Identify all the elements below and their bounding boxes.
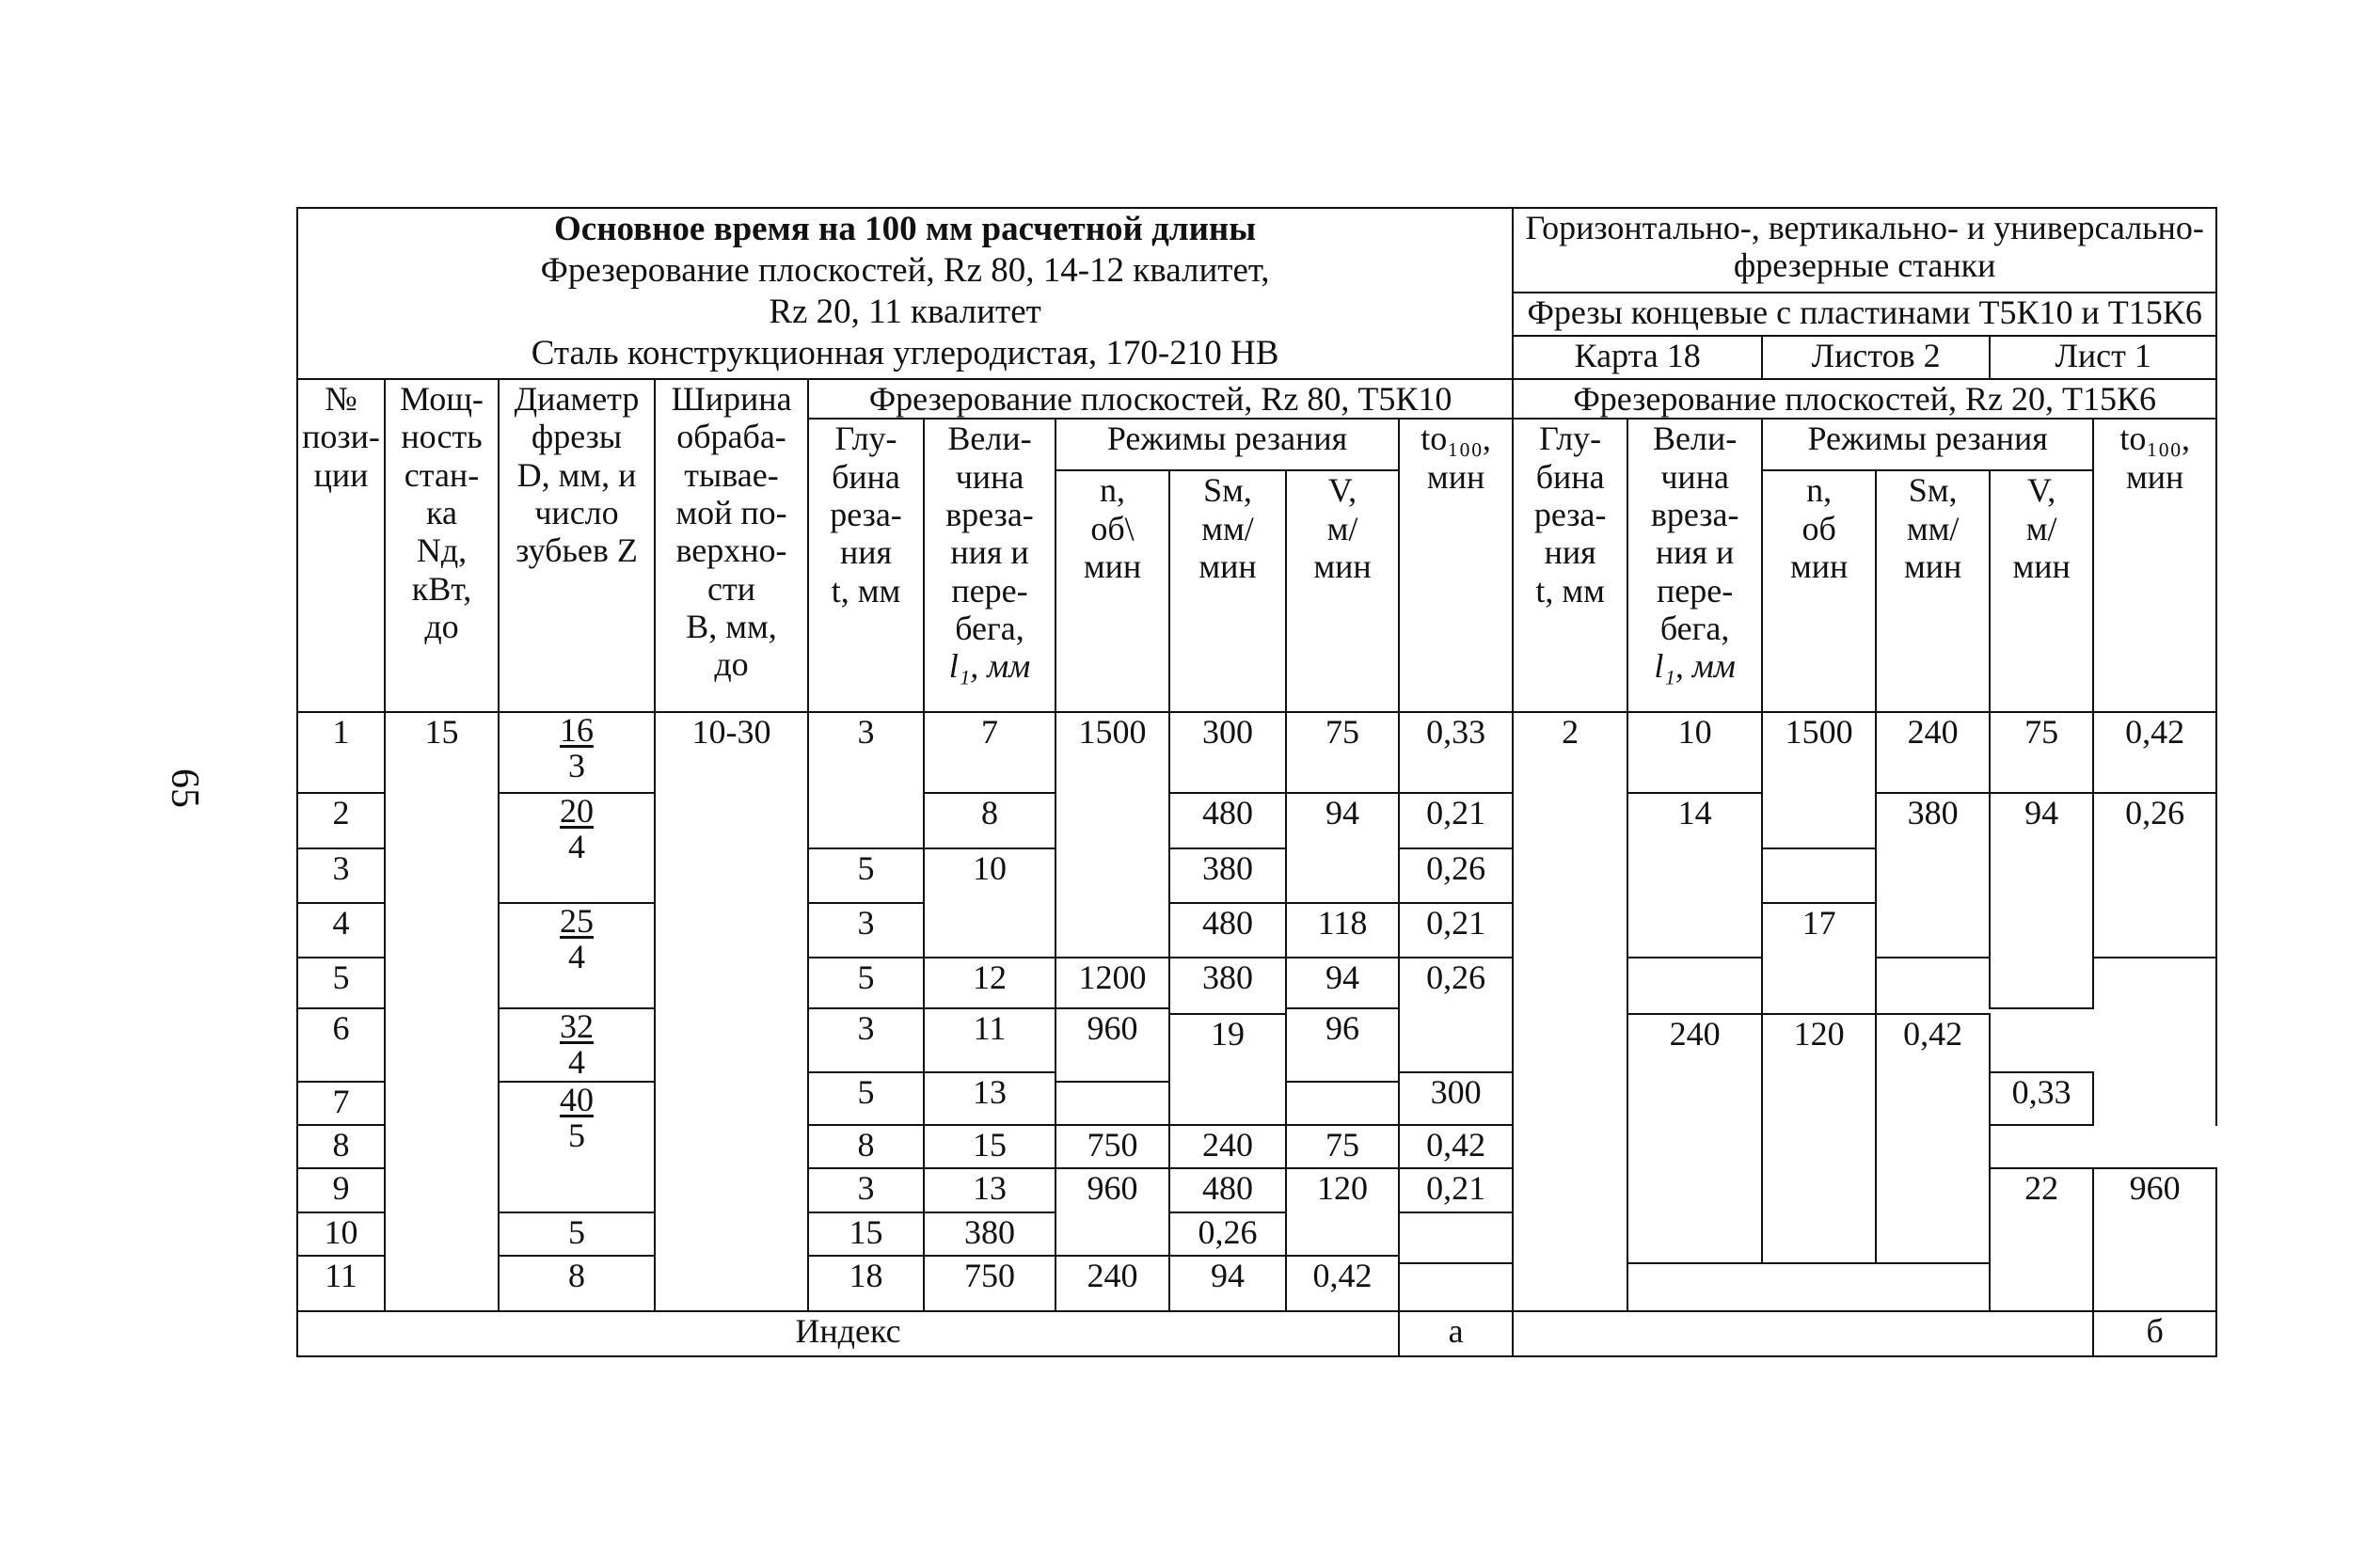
table-cell-b-sm: 380 xyxy=(1876,793,1990,958)
col-header-to-b: to₁₀₀, мин xyxy=(2093,419,2216,712)
table-cell-a-length: 18 xyxy=(808,1256,924,1311)
material-line: Сталь конструкционная углеродистая, 170-210 НВ xyxy=(531,334,1279,372)
table-cell-a-to: 0,21 xyxy=(1399,903,1513,958)
index-b: б xyxy=(2093,1311,2216,1356)
table-cell-pos: 9 xyxy=(297,1168,385,1212)
page-number: 65 xyxy=(163,768,206,808)
table-cell-b-length: 22 xyxy=(1990,1168,2093,1311)
table-cell-b-length: 17 xyxy=(1762,903,1876,1014)
table-cell-fraction: $\frac{20}{4}$ xyxy=(499,793,655,903)
table-cell-pos: 8 xyxy=(297,1125,385,1168)
table-cell-a-depth: 5 xyxy=(808,1072,924,1126)
table-cell-fraction: $\frac{25}{4}$ xyxy=(499,903,655,1008)
col-header-depth-b: Глу- бина реза- ния t, мм xyxy=(1513,419,1627,712)
table-cell-a-to: 0,21 xyxy=(1399,793,1513,848)
col-header-depth-a: Глу- бина реза- ния t, мм xyxy=(808,419,924,712)
table-cell-a-v: 94 xyxy=(1169,1256,1286,1311)
table-cell-pos: 10 xyxy=(297,1212,385,1256)
table-cell-b-length: 14 xyxy=(1627,793,1762,958)
table-title: Основное время на 100 мм расчетной длины xyxy=(554,210,1257,248)
card-number: Карта 18 xyxy=(1513,336,1762,379)
col-header-position: № пози- ции xyxy=(297,379,385,712)
machines-cell xyxy=(1513,208,2216,293)
table-cell-a-to: 0,26 xyxy=(1169,1212,1286,1256)
table-cell-a-n: 750 xyxy=(1056,1125,1169,1168)
table-cell-a-v: 96 xyxy=(1286,1008,1399,1082)
col-header-n-a: n, об\ мин xyxy=(1056,470,1169,712)
table-cell-a-sm: 480 xyxy=(1169,1168,1286,1212)
table-cell-a-length: 10 xyxy=(924,848,1056,958)
table-cell-a-sm: 480 xyxy=(1169,903,1286,958)
table-cell-a-n: 960 xyxy=(1056,1168,1169,1256)
table-subtitle-1: Фрезерование плоскостей, Rz 80, 14-12 квалитет, xyxy=(540,251,1270,290)
table-cell-a-depth: 3 xyxy=(808,903,924,958)
table-cell-b-sm: 240 xyxy=(1627,1014,1762,1263)
table-cell-b-to: 0,26 xyxy=(2093,793,2216,958)
table-cell-pos: 11 xyxy=(297,1256,385,1311)
table-cell-a-depth: 5 xyxy=(499,1212,655,1256)
table-cell-a-length: 7 xyxy=(924,712,1056,793)
col-header-to-a: to₁₀₀, мин xyxy=(1399,419,1513,712)
table-cell-a-length: 13 xyxy=(924,1168,1056,1212)
table-cell-a-length: 8 xyxy=(924,793,1056,848)
table-cell-b-to: 0,42 xyxy=(2093,712,2216,793)
table-cell-fraction-empty xyxy=(1399,1263,1513,1311)
table-cell-b-sm: 240 xyxy=(1876,712,1990,793)
col-header-length-b: Вели- чина вреза- ния и пере- бега, l₁, мм xyxy=(1627,419,1762,712)
sheet-number: Лист 1 xyxy=(1990,336,2216,379)
table-cell-a-to: 0,42 xyxy=(1286,1256,1399,1311)
table-cell-a-depth: 3 xyxy=(808,1168,924,1212)
table-cell-pos: 1 xyxy=(297,712,385,793)
table-cell-b-depth: 2 xyxy=(1513,712,1627,1311)
table-cell-a-sm: 380 xyxy=(924,1212,1056,1256)
norms-table xyxy=(296,207,2217,1357)
col-header-width: Ширина обраба- тывае- мой по- верхно- сти В, мм, до xyxy=(655,379,808,712)
table-cell-a-v: 94 xyxy=(1286,958,1399,1008)
machines-line-2: фрезерные станки xyxy=(1733,246,1996,285)
table-cell-a-v: 120 xyxy=(1286,1168,1399,1256)
col-header-n-b: n, об мин xyxy=(1762,470,1876,712)
table-cell-b-v: 120 xyxy=(1762,1014,1876,1263)
table-cell-pos: 5 xyxy=(297,958,385,1008)
table-cell-pos: 7 xyxy=(297,1082,385,1125)
table-cell-b-n: 1500 xyxy=(1762,712,1876,848)
table-cell-pos: 4 xyxy=(297,903,385,958)
table-cell-a-sm: 240 xyxy=(1169,1125,1286,1168)
table-cell-a-v: 118 xyxy=(1286,903,1399,958)
table-cell-a-to: 0,33 xyxy=(1990,1072,2093,1126)
table-cell-a-length: 12 xyxy=(924,958,1056,1008)
table-cell-fraction: $\frac{40}{5}$ xyxy=(499,1082,655,1212)
table-cell-a-to: 0,26 xyxy=(1399,958,1513,1072)
table-cell-a-depth: 8 xyxy=(808,1125,924,1168)
table-cell-a-depth: 3 xyxy=(808,1008,924,1072)
cutters-cell: Фрезы концевые с пластинами Т5К10 и Т15К6 xyxy=(1513,293,2216,336)
table-cell-a-v: 75 xyxy=(1286,712,1399,793)
col-header-v-b: V, м/ мин xyxy=(1990,470,2093,712)
sheets-total: Листов 2 xyxy=(1762,336,1990,379)
modes-header-b: Режимы резания xyxy=(1762,419,2093,470)
table-cell-a-to: 0,42 xyxy=(1399,1125,1513,1168)
table-cell-a-depth: 5 xyxy=(808,958,924,1008)
col-header-sm-a: Sм, мм/ мин xyxy=(1169,470,1286,712)
table-cell-a-sm: 380 xyxy=(1169,848,1286,903)
table-cell-b-to: 0,42 xyxy=(1876,1014,1990,1263)
index-label: Индекс xyxy=(297,1311,1399,1356)
table-cell-pos: 6 xyxy=(297,1008,385,1082)
table-cell-a-sm: 480 xyxy=(1169,793,1286,848)
table-cell-a-sm: 300 xyxy=(1169,712,1286,793)
col-header-v-a: V, м/ мин xyxy=(1286,470,1399,712)
table-cell-power: 15 xyxy=(385,712,499,1311)
table-title-block xyxy=(297,208,1513,379)
table-cell-b-length: 10 xyxy=(1627,712,1762,793)
table-cell-b-v: 94 xyxy=(1990,793,2093,1008)
group-header-rz80: Фрезерование плоскостей, Rz 80, Т5К10 xyxy=(808,379,1513,419)
machines-line-1: Горизонтально-, вертикально- и универсально- xyxy=(1525,209,2204,246)
table-cell-a-sm: 300 xyxy=(1399,1072,1513,1126)
table-cell-b-v: 75 xyxy=(1990,712,2093,793)
col-header-sm-b: Sм, мм/ мин xyxy=(1876,470,1990,712)
index-empty xyxy=(1513,1311,2093,1356)
table-subtitle-2: Rz 20, 11 квалитет xyxy=(769,293,1041,331)
table-cell-a-to: 0,26 xyxy=(1399,848,1513,903)
col-header-diameter: Диаметр фрезы D, мм, и число зубьев Z xyxy=(499,379,655,712)
table-cell-a-length: 15 xyxy=(808,1212,924,1256)
table-cell-a-n: 1500 xyxy=(1056,712,1169,958)
table-cell-a-depth: 3 xyxy=(808,712,924,848)
table-cell-a-to: 0,33 xyxy=(1399,712,1513,793)
index-a: а xyxy=(1399,1311,1513,1356)
table-cell-a-length: 15 xyxy=(924,1125,1056,1168)
modes-header-a: Режимы резания xyxy=(1056,419,1399,470)
table-cell-a-sm: 380 xyxy=(1169,958,1286,1014)
group-header-rz20: Фрезерование плоскостей, Rz 20, Т15К6 xyxy=(1513,379,2216,419)
table-cell-pos: 3 xyxy=(297,848,385,903)
table-cell-b-n: 960 xyxy=(2093,1168,2216,1311)
table-cell-width: 10-30 xyxy=(655,712,808,1311)
table-cell-a-n: 750 xyxy=(924,1256,1056,1311)
table-cell-a-to: 0,21 xyxy=(1399,1168,1513,1212)
table-cell-a-length: 13 xyxy=(924,1072,1056,1126)
table-cell-fraction: $\frac{32}{4}$ xyxy=(499,1008,655,1082)
col-header-power: Мощ- ность стан- ка Nд, кВт, до xyxy=(385,379,499,712)
table-cell-a-v: 94 xyxy=(1286,793,1399,903)
table-cell-a-sm: 240 xyxy=(1056,1256,1169,1311)
table-cell-a-depth: 5 xyxy=(808,848,924,903)
table-cell-a-n: 1200 xyxy=(1056,958,1169,1008)
table-cell-b-length: 19 xyxy=(1169,1014,1286,1125)
table-cell-a-v: 75 xyxy=(1286,1125,1399,1168)
table-cell-pos: 2 xyxy=(297,793,385,848)
col-header-length-a: Вели- чина вреза- ния и пере- бега, l₁, мм xyxy=(924,419,1056,712)
table-cell-a-n: 960 xyxy=(1056,1008,1169,1082)
table-cell-a-depth: 8 xyxy=(499,1256,655,1311)
table-cell-a-length: 11 xyxy=(924,1008,1056,1072)
table-cell-fraction: $\frac{16}{3}$ xyxy=(499,712,655,793)
